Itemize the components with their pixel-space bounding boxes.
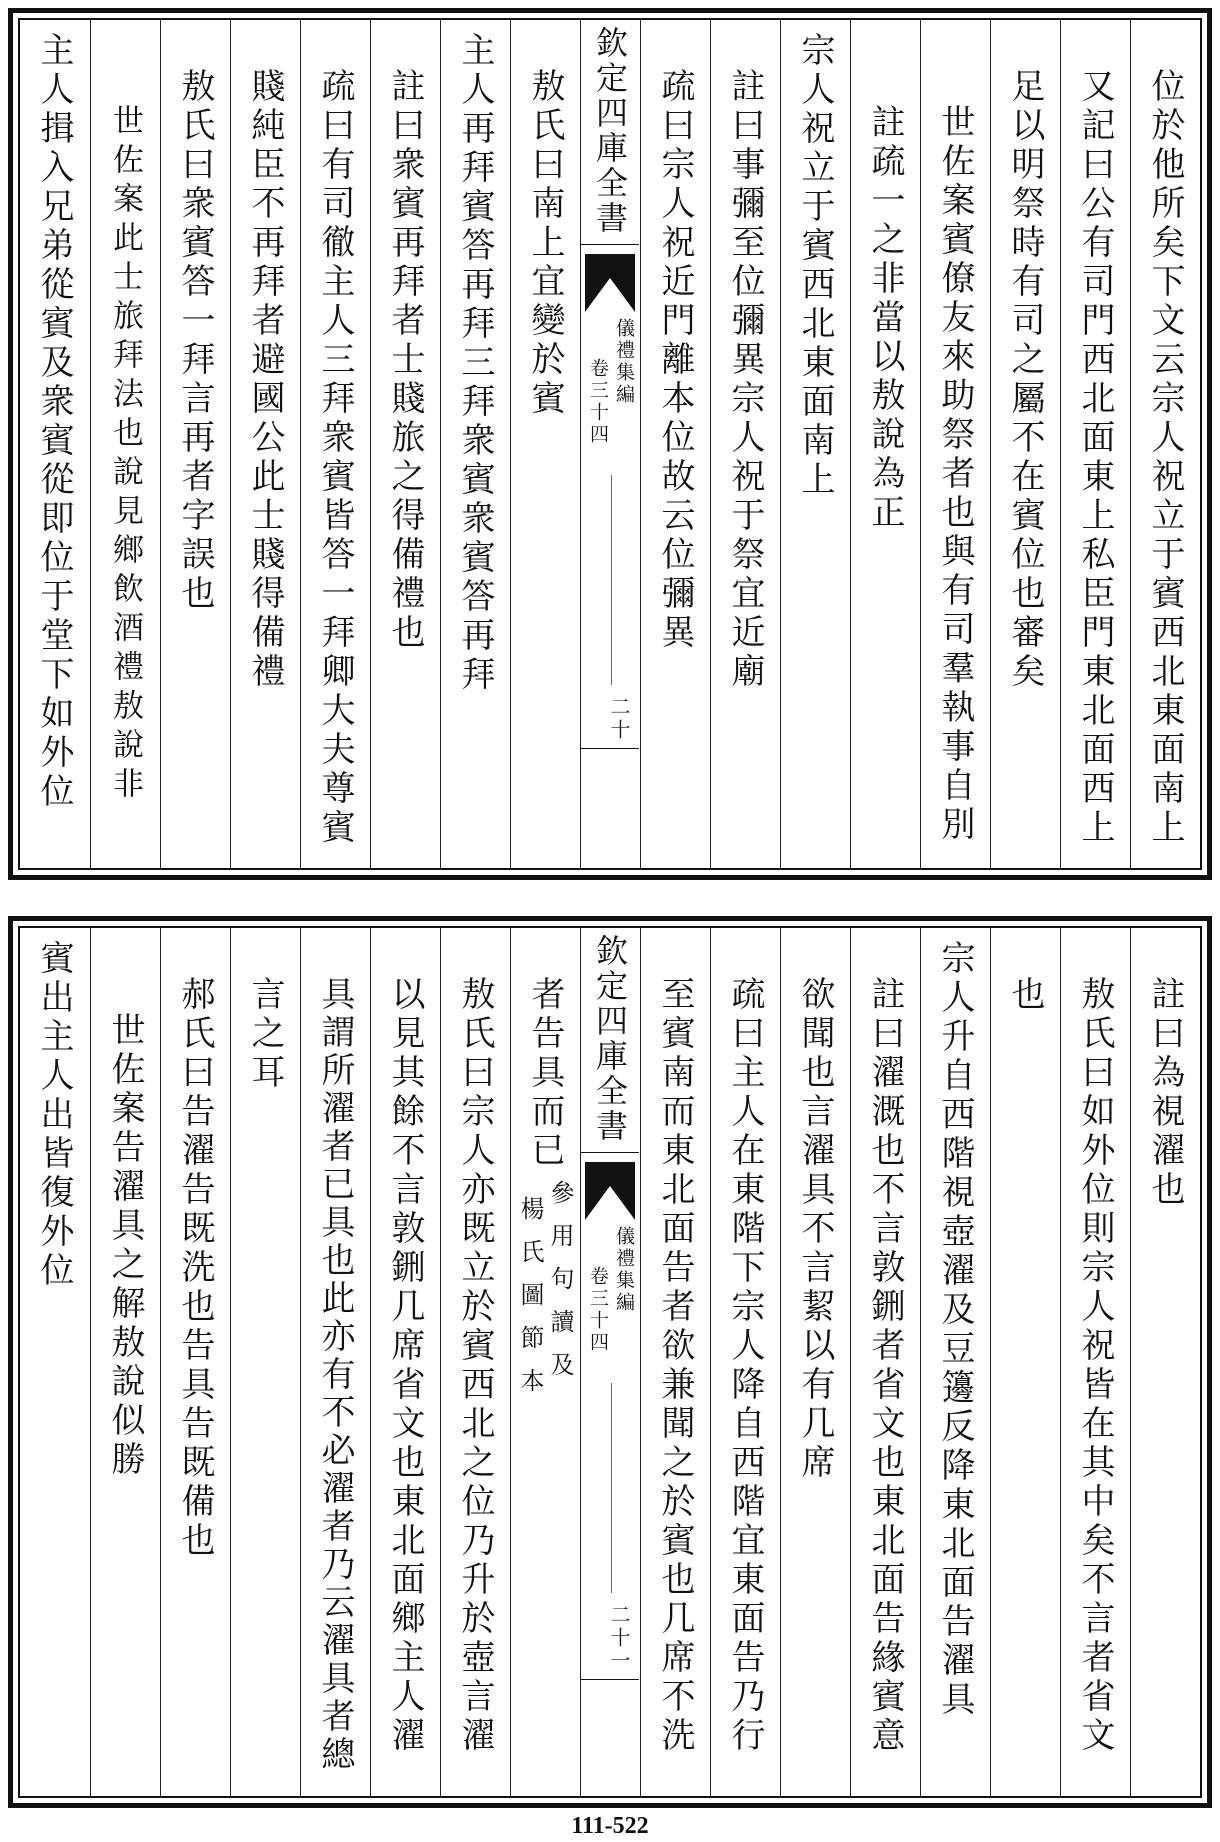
interlinear-note-right: 參用句讀及	[546, 1180, 574, 1395]
commentary-column	[370, 20, 440, 868]
column-text: 又記曰公有司門西北面東上私臣門東北面西上	[1075, 68, 1115, 848]
column-text: 疏曰宗人祝近門離本位故云位彌異	[655, 68, 695, 653]
top-page-frame	[18, 18, 1202, 870]
bottom-page-panel	[8, 916, 1212, 1808]
column-text: 賓出主人出皆復外位	[34, 940, 74, 1291]
center-guide-line	[611, 1383, 612, 1593]
commentary-column	[440, 928, 510, 1796]
column-text: 世佐案賓僚友來助祭者也與有司羣執事自別	[935, 104, 975, 845]
classic-text-column	[20, 20, 90, 868]
column-text: 以見其餘不言敦鉶几席省文也東北面鄉主人濯	[385, 976, 425, 1756]
commentary-column	[780, 928, 850, 1796]
column-text: 敖氏曰南上宜變於賓	[525, 68, 565, 419]
commentary-column	[710, 928, 780, 1796]
column-text: 宗人祝立于賓西北東面南上	[795, 32, 835, 500]
commentary-column	[990, 20, 1060, 868]
column-text: 註曰為視濯也	[1145, 976, 1185, 1210]
commentary-column	[990, 928, 1060, 1796]
editor-note-column	[90, 20, 160, 868]
column-text: 位於他所矣下文云宗人祝立于賓西北東面南上	[1145, 68, 1185, 848]
commentary-column	[370, 928, 440, 1796]
column-text: 郝氏曰告濯告既洗也告具告既備也	[175, 976, 215, 1561]
commentary-column	[510, 928, 580, 1796]
commentary-column	[850, 928, 920, 1796]
classic-text-column	[440, 20, 510, 868]
collection-title: 欽定四庫全書	[591, 26, 629, 236]
column-text: 欲聞也言濯具不言絜以有几席	[795, 976, 835, 1483]
column-text: 至賓南而東北面告者欲兼聞之於賓也几席不洗	[655, 976, 695, 1756]
column-text: 註曰事彌至位彌異宗人祝于祭宜近廟	[725, 68, 765, 692]
column-text: 疏曰主人在東階下宗人降自西階宜東面告乃行	[725, 976, 765, 1756]
leaf-number: 二十	[581, 696, 639, 749]
fishtail-ornament-icon	[581, 1162, 639, 1220]
column-text: 世佐案告濯具之解敖說似勝	[105, 1012, 145, 1480]
column-text: 主人揖入兄弟從賓及衆賓從即位于堂下如外位	[34, 32, 74, 812]
column-text: 世佐案此士旅拜法也說見鄉飲酒禮敖說非	[107, 104, 143, 806]
leaf-number: 二十一	[581, 1604, 639, 1680]
page-number: 111-522	[571, 1813, 649, 1839]
commentary-column	[1130, 928, 1200, 1796]
commentary-column	[230, 928, 300, 1796]
column-text: 註曰衆賓再拜者士賤旅之得備禮也	[385, 68, 425, 653]
center-rule	[581, 244, 639, 245]
classic-text-column	[780, 20, 850, 868]
column-text: 註曰濯溉也不言敦鉶者省文也東北面告緣賓意	[865, 976, 905, 1756]
bottom-page-frame	[18, 926, 1202, 1798]
volume-number: 卷三十四	[587, 1266, 609, 1354]
column-text: 者告具而已	[525, 976, 565, 1171]
collection-title: 欽定四庫全書	[591, 934, 629, 1144]
center-fold-column	[580, 20, 640, 868]
column-text: 足以明祭時有司之屬不在賓位也審矣	[1005, 68, 1045, 692]
column-text: 宗人升自西階視壺濯及豆籩反降東北面告濯具	[935, 940, 975, 1720]
commentary-column	[160, 928, 230, 1796]
commentary-column	[300, 20, 370, 868]
book-title: 儀禮集編	[613, 1226, 635, 1314]
column-text: 也	[1005, 976, 1045, 1015]
commentary-column	[510, 20, 580, 868]
editor-note-column	[90, 928, 160, 1796]
commentary-column	[640, 928, 710, 1796]
volume-number: 卷三十四	[587, 358, 609, 446]
book-title: 儀禮集編	[613, 318, 635, 406]
commentary-column	[710, 20, 780, 868]
center-rule	[581, 1152, 639, 1153]
commentary-column	[1060, 928, 1130, 1796]
column-text: 具謂所濯者已具也此亦有不必濯者乃云濯具者總	[315, 976, 355, 1774]
column-text: 主人再拜賓答再拜三拜衆賓衆賓答再拜	[455, 32, 495, 695]
classic-text-column	[920, 928, 990, 1796]
commentary-column	[640, 20, 710, 868]
column-text: 賤純臣不再拜者避國公此士賤得備禮	[245, 68, 285, 692]
editor-note-column	[920, 20, 990, 868]
column-text: 註疏一之非當以敖說為正	[865, 104, 905, 533]
interlinear-note	[511, 1180, 579, 1410]
commentary-column	[230, 20, 300, 868]
commentary-column	[1060, 20, 1130, 868]
column-text: 言之耳	[245, 976, 285, 1093]
commentary-column	[160, 20, 230, 868]
column-text: 敖氏曰宗人亦既立於賓西北之位乃升於壺言濯	[455, 976, 495, 1756]
interlinear-note-left: 楊氏圖節本	[516, 1196, 544, 1411]
top-page-panel	[8, 8, 1212, 880]
center-fold-column	[580, 928, 640, 1796]
commentary-column	[300, 928, 370, 1796]
center-guide-line	[611, 475, 612, 685]
column-text: 疏曰有司徹主人三拜衆賓皆答一拜卿大夫尊賓	[315, 68, 355, 848]
editor-note-column	[850, 20, 920, 868]
fishtail-ornament-icon	[581, 254, 639, 312]
classic-text-column	[20, 928, 90, 1796]
column-text: 敖氏曰如外位則宗人祝皆在其中矣不言者省文	[1075, 976, 1115, 1756]
commentary-column	[1130, 20, 1200, 868]
column-text: 敖氏曰衆賓答一拜言再者字誤也	[175, 68, 215, 614]
